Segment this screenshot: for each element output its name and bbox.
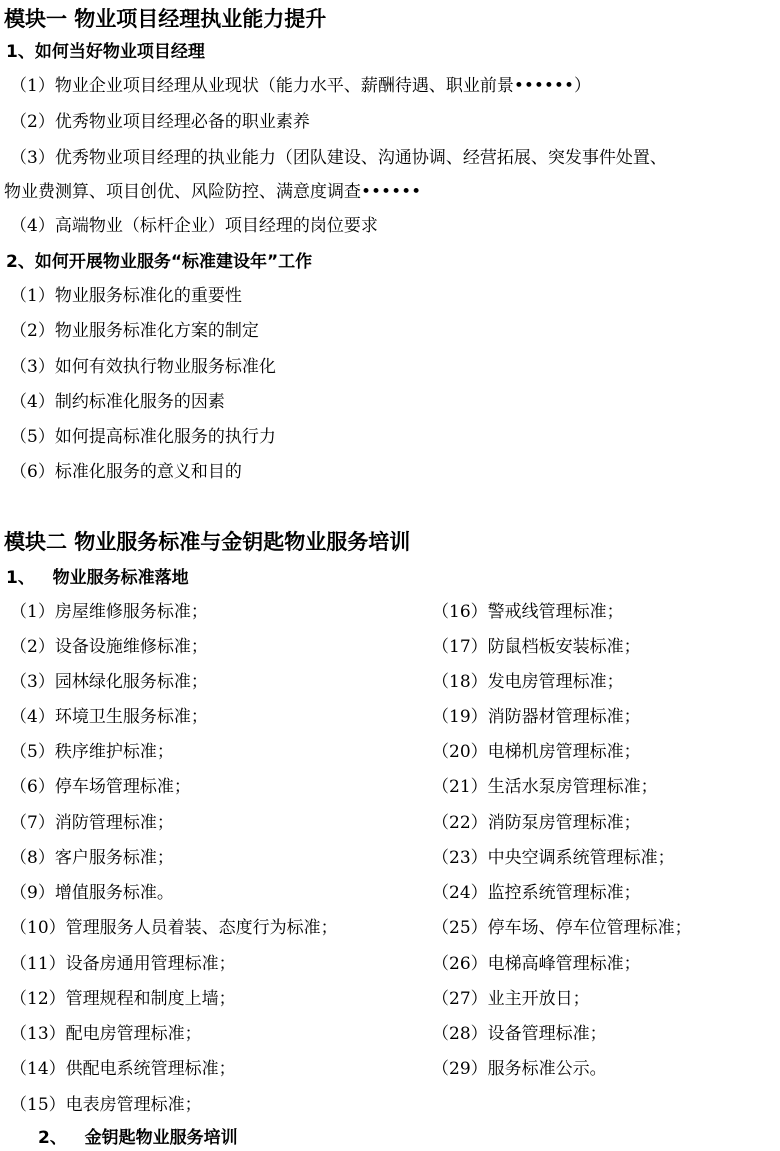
list-item: （10）管理服务人员着装、态度行为标准； xyxy=(10,918,338,938)
list-item: （4）高端物业（标杆企业）项目经理的岗位要求 xyxy=(10,216,378,236)
module-1-section-1-title: 1、如何当好物业项目经理 xyxy=(6,42,205,62)
list-item: （25）停车场、停车位管理标准； xyxy=(432,918,692,938)
list-item: （29）服务标准公示。 xyxy=(432,1059,607,1079)
list-item: （1）物业企业项目经理从业现状（能力水平、薪酬待遇、职业前景••••••） xyxy=(10,76,591,96)
list-item: （20）电梯机房管理标准； xyxy=(432,742,641,762)
list-item: （5）如何提高标准化服务的执行力 xyxy=(10,427,276,447)
list-item: （12）管理规程和制度上墙； xyxy=(10,989,236,1009)
list-item: （6）标准化服务的意义和目的 xyxy=(10,462,242,482)
list-item: （6）停车场管理标准； xyxy=(10,777,191,797)
list-item: （2）物业服务标准化方案的制定 xyxy=(10,321,259,341)
list-item: （2）优秀物业项目经理必备的职业素养 xyxy=(10,112,310,132)
list-item: （13）配电房管理标准； xyxy=(10,1024,202,1044)
list-item: （28）设备管理标准； xyxy=(432,1024,607,1044)
list-item: （3）园林绿化服务标准； xyxy=(10,672,208,692)
list-item: （11）设备房通用管理标准； xyxy=(10,954,236,974)
list-item: （16）警戒线管理标准； xyxy=(432,602,624,622)
list-item: （26）电梯高峰管理标准； xyxy=(432,954,641,974)
list-item: （5）秩序维护标准； xyxy=(10,742,174,762)
list-item: （7）消防管理标准； xyxy=(10,813,174,833)
list-item: （18）发电房管理标准； xyxy=(432,672,624,692)
list-item: （19）消防器材管理标准； xyxy=(432,707,641,727)
list-item: （2）设备设施维修标准； xyxy=(10,637,208,657)
list-item: （9）增值服务标准。 xyxy=(10,883,174,903)
list-item: （4）制约标准化服务的因素 xyxy=(10,392,225,412)
module-1-title: 模块一 物业项目经理执业能力提升 xyxy=(4,7,327,31)
list-item: （17）防鼠档板安装标准； xyxy=(432,637,641,657)
list-item: （15）电表房管理标准； xyxy=(10,1095,202,1115)
module-2-title: 模块二 物业服务标准与金钥匙物业服务培训 xyxy=(4,530,411,554)
list-item: （1）房屋维修服务标准； xyxy=(10,602,208,622)
list-item: （14）供配电系统管理标准； xyxy=(10,1059,236,1079)
list-item: （3）优秀物业项目经理的执业能力（团队建设、沟通协调、经营拓展、突发事件处置、 xyxy=(10,148,667,168)
module-2-section-1-title: 1、 物业服务标准落地 xyxy=(6,568,189,588)
list-item: （22）消防泵房管理标准； xyxy=(432,813,641,833)
list-item: （21）生活水泵房管理标准； xyxy=(432,777,658,797)
list-item: （8）客户服务标准； xyxy=(10,848,174,868)
list-item-continuation: 物业费测算、项目创优、风险防控、满意度调查•••••• xyxy=(4,182,422,202)
list-item: （23）中央空调系统管理标准； xyxy=(432,848,675,868)
list-item: （4）环境卫生服务标准； xyxy=(10,707,208,727)
module-1-section-2-title: 2、如何开展物业服务“标准建设年”工作 xyxy=(6,252,313,272)
module-2-section-2-title: 2、 金钥匙物业服务培训 xyxy=(38,1128,238,1148)
list-item: （24）监控系统管理标准； xyxy=(432,883,641,903)
list-item: （1）物业服务标准化的重要性 xyxy=(10,286,242,306)
list-item: （3）如何有效执行物业服务标准化 xyxy=(10,357,276,377)
list-item: （27）业主开放日； xyxy=(432,989,590,1009)
